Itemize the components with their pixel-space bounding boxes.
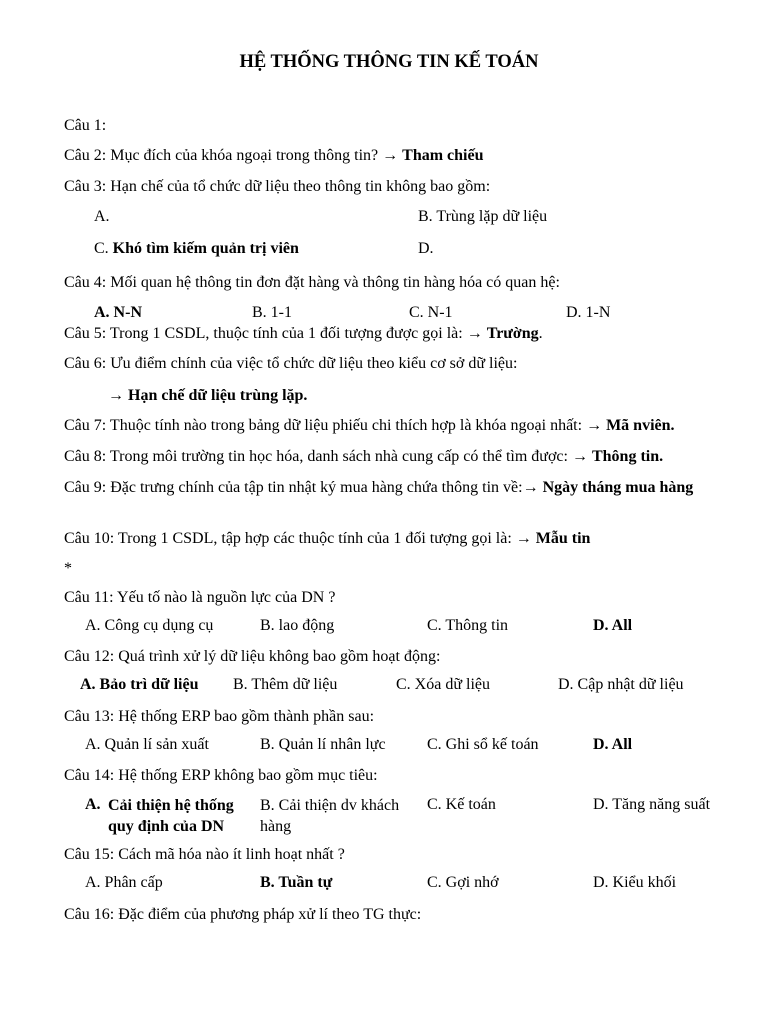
answer: Mẫu tin [535, 530, 591, 547]
option-label: C. [94, 240, 113, 257]
question-text: Câu 10: Trong 1 CSDL, tập hợp các thuộc tính của 1 đối tượng gọi là: → [64, 530, 536, 547]
option-b: B. lao động [260, 617, 335, 634]
arrow: → [108, 387, 128, 404]
answer-line [108, 386, 307, 406]
question-7 [64, 416, 675, 436]
option-d: D. Tăng năng suất [593, 796, 711, 813]
option-b: B. Thêm dữ liệu [233, 676, 338, 693]
question-16: Câu 16: Đặc điểm của phương pháp xử lí theo TG thực: [64, 906, 422, 923]
question-3: Câu 3: Hạn chế của tổ chức dữ liệu theo thông tin không bao gồm: [64, 178, 491, 195]
question-8 [64, 447, 663, 467]
question-text: Câu 2: Mục đích của khóa ngoại trong thông tin? → [64, 147, 403, 164]
option-d: D. 1-N [566, 304, 611, 321]
question-14: Câu 14: Hệ thống ERP không bao gồm mục tiêu: [64, 767, 378, 784]
option-c: C. N-1 [409, 304, 453, 321]
option-c: C. Thông tin [427, 617, 509, 634]
option-c [94, 239, 299, 259]
question-6: Câu 6: Ưu điểm chính của việc tổ chức dữ liệu theo kiểu cơ sở dữ liệu: [64, 355, 518, 372]
option-a: A. Phân cấp [85, 874, 163, 891]
answer: Tham chiếu [402, 147, 484, 164]
question-11: Câu 11: Yếu tố nào là nguồn lực của DN ? [64, 589, 336, 606]
option-c: C. Ghi sổ kế toán [427, 736, 539, 753]
option-d: D. Kiểu khối [593, 874, 677, 891]
answer: Hạn chế dữ liệu trùng lặp. [128, 387, 308, 404]
option-b: B. Tuần tự [260, 874, 333, 891]
question-12: Câu 12: Quá trình xử lý dữ liệu không bao gồm hoạt động: [64, 648, 441, 665]
option-d: D. All [593, 736, 633, 753]
separator-star: * [64, 560, 72, 577]
question-text: Câu 9: Đặc trưng chính của tập tin nhật ký mua hàng chứa thông tin về:→ [64, 479, 543, 496]
question-13: Câu 13: Hệ thống ERP bao gồm thành phần sau: [64, 708, 375, 725]
question-text: Câu 8: Trong môi trường tin học hóa, danh sách nhà cung cấp có thể tìm được: → [64, 448, 592, 465]
option-d: D. [418, 240, 434, 257]
option-c: C. Gợi nhớ [427, 874, 499, 891]
option-b: B. Quản lí nhân lực [260, 736, 386, 753]
answer: Ngày tháng mua hàng [542, 479, 694, 496]
question-4: Câu 4: Mối quan hệ thông tin đơn đặt hàng và thông tin hàng hóa có quan hệ: [64, 274, 560, 291]
option-a: A. [94, 208, 110, 225]
answer: Trường [486, 325, 539, 342]
question-5 [64, 324, 543, 344]
question-text: Câu 5: Trong 1 CSDL, thuộc tính của 1 đối tượng được gọi là: → [64, 325, 487, 342]
option-b: B. Trùng lặp dữ liệu [418, 208, 548, 225]
answer: Mã nviên. [606, 417, 675, 434]
option-a: Cải thiện hệ thống quy định của DN [108, 797, 234, 835]
option-c: C. Xóa dữ liệu [396, 676, 490, 693]
option-a: A. Quản lí sản xuất [85, 736, 209, 753]
option-a: A. Bảo trì dữ liệu [80, 676, 199, 693]
question-9 [64, 477, 714, 498]
option-b: B. 1-1 [252, 304, 292, 321]
question-text: Câu 7: Thuộc tính nào trong bảng dữ liệu phiếu chi thích hợp là khóa ngoại nhất: → [64, 417, 607, 434]
answer: Khó tìm kiếm quản trị viên [112, 240, 299, 257]
option-a: A. Công cụ dụng cụ [85, 617, 214, 634]
option-b: B. Cải thiện dv khách hàng [260, 797, 400, 835]
document-title: HỆ THỐNG THÔNG TIN KẾ TOÁN [239, 52, 539, 72]
answer: Thông tin. [591, 448, 664, 465]
option-d: D. All [593, 617, 633, 634]
punctuation: . [538, 325, 543, 342]
question-1: Câu 1: [64, 117, 107, 134]
question-2 [64, 146, 484, 166]
option-d: D. Cập nhật dữ liệu [558, 676, 684, 693]
question-10 [64, 529, 590, 549]
option-a: A. N-N [94, 304, 142, 321]
option-a-label: A. [85, 796, 101, 813]
question-15: Câu 15: Cách mã hóa nào ít linh hoạt nhất ? [64, 846, 345, 863]
option-c: C. Kế toán [427, 796, 496, 813]
